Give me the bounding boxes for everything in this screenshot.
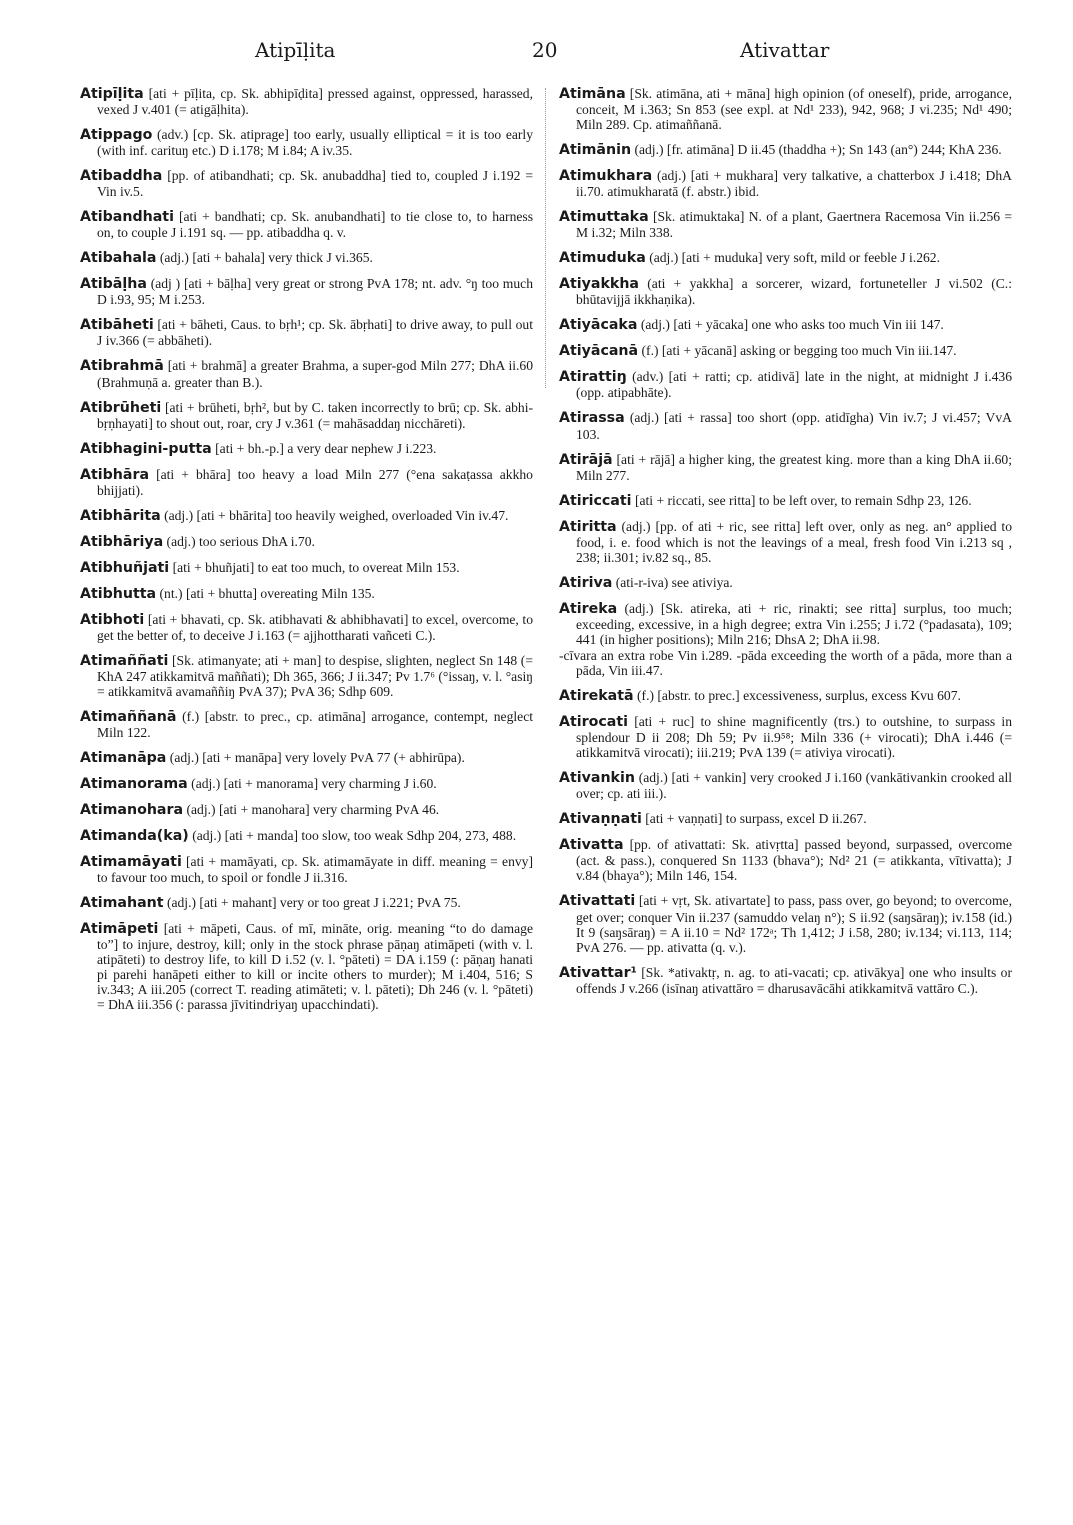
definition: [pp. of ativattati: Sk. ativṛtta] passed beyond, surpassed, overcome (act. & pass.), conquered Sn 1133 (bhava°); Nd² 21 (= atikkanta, vītivatta); J v.84 (bhaya°); Miln 146, 154. (576, 837, 1012, 884)
dictionary-entry (559, 343, 1012, 359)
definition: (adj.) [ati + bhārita] too heavily weighed, overloaded Vin iv.47. (164, 507, 509, 523)
headword: Atibahala (80, 250, 157, 267)
definition: [ati + riccati, see ritta] to be left over, to remain Sdhp 23, 126. (634, 492, 972, 508)
definition: (adj.) [ati + bahala] very thick J vi.365. (159, 250, 373, 266)
dictionary-entry (559, 965, 1012, 996)
dictionary-entry (80, 127, 533, 158)
dictionary-entry (559, 601, 1012, 678)
definition: (adj.) [pp. of ati + ric, see ritta] left over, only as neg. an° applied to food, i. e. food which is not the leavings of a meal, fresh food Vin i.213 sq , 238; ii.301; iv.82 sq., 85. (576, 518, 1012, 565)
definition: [ati + rājā] a higher king, the greatest king. more than a king DhA ii.60; Miln 277. (576, 451, 1012, 483)
definition: (f.) [abstr. to prec., cp. atimāna] arrogance, contempt, neglect Miln 122. (97, 708, 534, 740)
running-head-last-word: Ativattar (740, 38, 830, 62)
dictionary-entry (559, 837, 1012, 883)
dictionary-entry (559, 575, 1012, 591)
dictionary-entry (80, 560, 533, 576)
dictionary-entry (559, 276, 1012, 307)
dictionary-entry (80, 168, 533, 199)
definition: [ati + brahmā] a greater Brahma, a super-god Miln 277; DhA ii.60 (Brahmuṇā a. greater than B.). (97, 358, 533, 390)
dictionary-entry (559, 714, 1012, 760)
dictionary-entry (559, 770, 1012, 801)
definition: [pp. of atibandhati; cp. Sk. anubaddha] tied to, coupled J i.192 = Vin iv.5. (97, 168, 534, 200)
dictionary-entry (559, 250, 1012, 266)
dictionary-entry (80, 653, 533, 699)
definition: [ati + bhāra] too heavy a load Miln 277 (°ena sakaṭassa akkho bhijjati). (97, 466, 533, 498)
running-head-first-word: Atipīḷita (255, 38, 336, 62)
page-number: 20 (532, 38, 558, 62)
dictionary-entry (80, 276, 533, 307)
headword: Atippago (80, 127, 153, 144)
headword: Atibhagini-putta (80, 440, 212, 457)
dictionary-entry (80, 709, 533, 740)
definition: (adj.) [fr. atimāna] D ii.45 (thaddha +); Sn 143 (an°) 244; KhA 236. (634, 142, 1002, 158)
dictionary-entry (80, 209, 533, 240)
definition: (adj.) [ati + yācaka] one who asks too much Vin iii 147. (640, 317, 944, 333)
dictionary-entry (80, 317, 533, 348)
headword: Ativankin (559, 770, 635, 787)
left-column (80, 86, 533, 1022)
headword: Atireka (559, 600, 618, 617)
dictionary-entry (559, 893, 1012, 954)
dictionary-entry (80, 400, 533, 431)
definition: [ati + mamāyati, cp. Sk. atimamāyate in diff. meaning = envy] to favour too much, to spoil or fondle J ii.316. (97, 853, 533, 885)
dictionary-entry (559, 209, 1012, 240)
headword: Atibhoti (80, 611, 145, 628)
dictionary-entry (559, 369, 1012, 400)
definition: (adj.) [ati + mahant] very or too great J i.221; PvA 75. (166, 894, 461, 910)
definition: [ati + bh.-p.] a very dear nephew J i.223. (215, 440, 437, 456)
headword: Atibhāra (80, 466, 150, 483)
headword: Atibaddha (80, 168, 163, 185)
headword: Ativatta (559, 837, 624, 854)
dictionary-entry (559, 317, 1012, 333)
headword: Atirājā (559, 451, 613, 468)
headword: Atimuduka (559, 250, 646, 267)
definition: (adj.) [ati + mukhara] very talkative, a chatterbox J i.418; DhA ii.70. atimukharatā (f. abstr.) ibid. (576, 168, 1012, 200)
headword: Atimuttaka (559, 209, 649, 226)
definition: (adj.) [ati + manāpa] very lovely PvA 77 (+ abhirūpa). (169, 749, 465, 765)
definition: (adj.) [ati + manohara] very charming PvA 46. (186, 801, 440, 817)
headword: Ativattati (559, 893, 636, 910)
dictionary-entry (80, 921, 533, 1013)
dictionary-entry (80, 534, 533, 550)
definition: [ati + bandhati; cp. Sk. anubandhati] to tie close to, to harness on, to couple J i.191 sq. — pp. atibaddha q. v. (97, 209, 533, 241)
definition: (adj.) [ati + manorama] very charming J i.60. (191, 775, 437, 791)
definition: [ati + vaṇṇati] to surpass, excel D ii.267. (645, 811, 867, 827)
dictionary-entry (559, 142, 1012, 158)
definition: (f.) [abstr. to prec.] excessiveness, surplus, excess Kvu 607. (637, 688, 961, 704)
dictionary-entry (559, 86, 1012, 132)
definition: (adj.) [ati + rassa] too short (opp. atidīgha) Vin iv.7; J vi.457; VvA 103. (576, 410, 1012, 442)
headword: Atibhāriya (80, 533, 164, 550)
headword: Ativaṇṇati (559, 811, 642, 828)
definition: [ati + brūheti, bṛh², but by C. taken incorrectly to brū; cp. Sk. abhi-bṛṇhayati] to shout out, roar, cry J v.361 (= mahāsaddaŋ nicchāreti). (97, 399, 533, 431)
definition: (ati-r-iva) see ativiya. (615, 574, 733, 590)
headword: Atibhuñjati (80, 559, 170, 576)
headword: Atimanda(ka) (80, 827, 189, 844)
dictionary-entry (80, 854, 533, 885)
definition: (adv.) [cp. Sk. atiprage] too early, usually elliptical = it is too early (with inf. carituŋ etc.) D i.178; M i.84; A iv.35. (97, 127, 533, 159)
headword: Atibandhati (80, 209, 174, 226)
column-divider (545, 88, 547, 388)
headword: Atimāpeti (80, 920, 159, 937)
headword: Atimānin (559, 142, 632, 159)
definition: [Sk. atimāna, ati + māna] high opinion (of oneself), pride, arrogance, conceit, M i.363; Sn 853 (see expl. at Nd¹ 233), 942, 968; J vi.235; Nd¹ 490; Miln 289. Cp. atimaññanā. (576, 86, 1012, 133)
definition: [ati + bāheti, Caus. to bṛh¹; cp. Sk. ābṛhati] to drive away, to pull out J iv.366 (= abbāheti). (97, 317, 533, 349)
dictionary-entry (559, 688, 1012, 704)
definition: (ati + yakkha] a sorcerer, wizard, fortuneteller J vi.502 (C.: bhūtavijjā ikkhaṇika). (576, 276, 1012, 308)
headword: Atibhutta (80, 585, 157, 602)
definition: (nt.) [ati + bhutta] overeating Miln 135. (159, 585, 375, 601)
dictionary-entry (80, 467, 533, 498)
headword: Atirekatā (559, 688, 634, 705)
headword: Atiritta (559, 518, 617, 535)
headword: Atiyācanā (559, 343, 639, 360)
dictionary-entry (80, 750, 533, 766)
definition: (adj.) [ati + manda] too slow, too weak Sdhp 204, 273, 488. (192, 827, 517, 843)
dictionary-entry (559, 811, 1012, 827)
dictionary-entry (80, 586, 533, 602)
sub-entry: -cīvara an extra robe Vin i.289. -pāda exceeding the worth of a pāda, more than a pāda, Vin iii.47. (559, 648, 1012, 679)
definition: [ati + pīḷita, cp. Sk. abhipīḍita] pressed against, oppressed, harassed, vexed J v.401 (= atigāḷhita). (97, 86, 533, 118)
right-column (559, 86, 1012, 1006)
dictionary-entry (80, 358, 533, 389)
headword: Atirocati (559, 714, 628, 731)
definition: (adj.) [ati + muduka] very soft, mild or feeble J i.262. (649, 250, 940, 266)
headword: Atibāheti (80, 317, 154, 334)
headword: Atimāna (559, 86, 626, 102)
dictionary-entry (80, 86, 533, 117)
definition: (adv.) [ati + ratti; cp. atidivā] late in the night, at midnight J i.436 (opp. atipabhāte). (576, 369, 1012, 401)
headword: Ativattar¹ (559, 964, 637, 981)
definition: (adj.) [Sk. atireka, ati + ric, rinakti; see ritta] surplus, too much; exceeding, excessive, in a high degree; extra Vin i.255; J i.72 (°padasata), 109; 441 (in higher positions); Miln 216; DhsA 2; DhA ii.98. (576, 600, 1012, 647)
dictionary-entry (559, 452, 1012, 483)
dictionary-entry (80, 441, 533, 457)
dictionary-entry (80, 895, 533, 911)
headword: Atibrahmā (80, 358, 164, 375)
headword: Atirattiŋ (559, 369, 627, 386)
dictionary-entry (80, 776, 533, 792)
headword: Atibhārita (80, 507, 161, 524)
headword: Atimahant (80, 894, 164, 911)
definition: (f.) [ati + yācanā] asking or begging too much Vin iii.147. (641, 343, 957, 359)
dictionary-entry (559, 410, 1012, 441)
definition: [ati + māpeti, Caus. of mī, mināte, orig. meaning “to do damage to”] to injure, destroy, kill; only in the stock phrase pāṇaŋ atimāpeti (with v. l. atipāteti) to destroy life, to kill D i.52 (v. l. °pāteti) = DA i.159 (: pāṇaŋ hanati pi parehi hanāpeti either to kill or incite others to murder); M i.404, 516; S iv.343; A iii.205 (correct T. reading atimāteti; v. l. pāteti); Dh 246 (v. l. °pāteti) = DhA iii.356 (: parassa jīvitindriyaŋ upacchindati). (97, 920, 533, 1013)
dictionary-entry (80, 508, 533, 524)
definition: [Sk. atimuktaka] N. of a plant, Gaertnera Racemosa Vin ii.256 = M i.32; Miln 338. (576, 209, 1012, 241)
headword: Atiriccati (559, 492, 632, 509)
headword: Atibāḷha (80, 276, 147, 293)
dictionary-entry (80, 612, 533, 643)
headword: Atipīḷita (80, 86, 144, 102)
headword: Atimamāyati (80, 853, 182, 870)
headword: Atimanohara (80, 801, 184, 818)
headword: Atiyācaka (559, 317, 638, 334)
headword: Atimanorama (80, 775, 188, 792)
dictionary-entry (559, 493, 1012, 509)
headword: Atibrūheti (80, 399, 162, 416)
definition: (adj.) too serious DhA i.70. (166, 533, 315, 549)
headword: Atirassa (559, 410, 625, 427)
running-head (80, 38, 1010, 68)
headword: Atimaññanā (80, 708, 177, 725)
dictionary-entry (80, 828, 533, 844)
definition: [ati + bhuñjati] to eat too much, to overeat Miln 153. (172, 559, 460, 575)
headword: Atimukhara (559, 168, 653, 185)
definition: [Sk. *ativaktṛ, n. ag. to ati-vacati; cp. ativākya] one who insults or offends J v.266 (isīnaŋ ativattāro = dharusavācāhi atikkamitvā vattāro C.). (576, 964, 1012, 996)
dictionary-entry (80, 250, 533, 266)
headword: Atimaññati (80, 652, 169, 669)
headword: Atimanāpa (80, 749, 167, 766)
dictionary-entry (80, 802, 533, 818)
definition: [ati + ruc] to shine magnificently (trs.) to outshine, to surpass in splendour D ii 208; Dh 59; Pv ii.9⁵⁸; Miln 336 (+ virocati); DhA i.446 (= atikkamitvā virocati); iii.219; PvA 139 (= ativiya virocati). (576, 714, 1012, 761)
dictionary-entry (559, 168, 1012, 199)
definition: [Sk. atimanyate; ati + man] to despise, slighten, neglect Sn 148 (= KhA 247 atikkamitvā maññati); Dh 365, 366; J ii.347; Pv 1.7⁶ (°issaŋ, v. l. °asiŋ = atikkamitvā avamaññiŋ PvA 37); PvA 36; Sdhp 609. (97, 652, 533, 699)
definition: (adj.) [ati + vankin] very crooked J i.160 (vankātivankin crooked all over; cp. ati iii.). (576, 770, 1012, 802)
dictionary-entry (559, 519, 1012, 565)
definition: [ati + vṛt, Sk. ativartate] to pass, pass over, go beyond; to overcome, get over; conquer Vin ii.237 (samuddo velaŋ n°); S ii.92 (saŋsāraŋ); iv.158 (id.) It 9 (saŋsāraŋ) = A ii.10 = Nd² 172ᵃ; Th 1,412; J i.58, 280; iv.134; vi.113, 114; PvA 276. — pp. ativatta (q. v.). (576, 893, 1012, 955)
headword: Atiriva (559, 574, 613, 591)
headword: Atiyakkha (559, 276, 639, 293)
definition: [ati + bhavati, cp. Sk. atibhavati & abhibhavati] to excel, overcome, to get the better of, to deceive J i.163 (= ajjhottharati vañceti C.). (97, 611, 533, 643)
definition: (adj ) [ati + bāḷha] very great or strong PvA 178; nt. adv. °ŋ too much D i.93, 95; M i.253. (97, 276, 533, 308)
